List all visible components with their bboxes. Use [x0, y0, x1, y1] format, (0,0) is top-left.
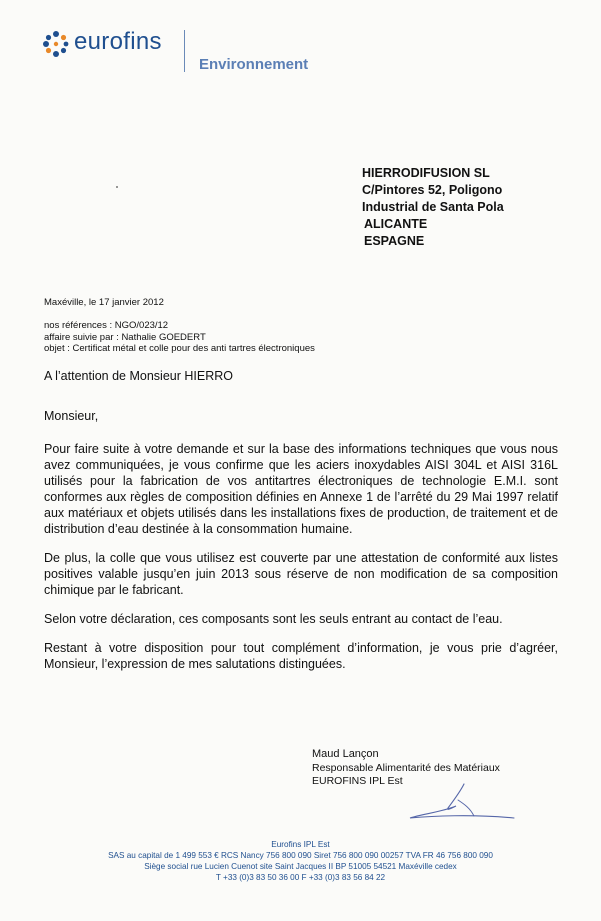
letter-date: Maxéville, le 17 janvier 2012: [44, 297, 164, 308]
recipient-city: ALICANTE: [364, 217, 428, 231]
footer-phone: T +33 (0)3 83 50 36 00 F +33 (0)3 83 56 84 22: [215, 873, 386, 882]
recipient-company: HIERRODIFUSION SL: [362, 166, 490, 180]
attention-line: A l’attention de Monsieur HIERRO: [44, 369, 233, 383]
recipient-country: ESPAGNE: [364, 234, 425, 248]
reference-number: nos références : NGO/023/12: [44, 320, 169, 331]
body-paragraph: De plus, la colle que vous utilisez est couverte par une attestation de conformité aux listes positives valable jusqu’en juin 2013 sous réserve de non modification de sa composition chimique par le fabricant.: [44, 551, 558, 597]
body-paragraph: Pour faire suite à votre demande et sur la base des informations techniques que vous nous avez communiquées, je vous confirme que les aciers inoxydables AISI 304L et AISI 316L utilisés pour la fabrication de vos antitartres électroniques de technologie E.M.I. sont conformes aux règles de composition définies en Annexe 1 de l’arrêté du 29 Mai 1997 relatif aux matériaux et objets utilisés dans les installations fixes de production, de traitement et de distribution d’eau destinée à la consommation humaine.: [44, 442, 558, 536]
letter-body: [44, 441, 558, 685]
logo-divider: [184, 30, 185, 72]
signatory-title: Responsable Alimentarité des Matériaux: [312, 761, 500, 774]
recipient-address: [362, 165, 504, 250]
brand-name: eurofins: [74, 28, 162, 55]
body-paragraph: Selon votre déclaration, ces composants sont les seuls entrant au contact de l’eau.: [44, 612, 503, 626]
signatory-company: EUROFINS IPL Est: [312, 775, 403, 787]
letter-references: [44, 320, 315, 355]
recipient-street: C/Pintores 52, Poligono: [362, 183, 503, 197]
salutation: Monsieur,: [44, 409, 99, 423]
footer-address: Siège social rue Lucien Cuenot site Saint Jacques II BP 51005 54521 Maxéville cedex: [144, 862, 457, 871]
letter-subject: objet : Certificat métal et colle pour des anti tartres électroniques: [44, 343, 315, 354]
eurofins-logo-mark-icon: [42, 30, 70, 58]
signatory-name: Maud Lançon: [312, 748, 379, 760]
recipient-area: Industrial de Santa Pola: [362, 200, 504, 214]
scan-speck: [116, 186, 118, 188]
body-paragraph: Restant à votre disposition pour tout complément d’information, je vous prie d’agréer, Monsieur, l’expression de mes salutations distinguées.: [44, 641, 558, 671]
company-footer: [0, 839, 601, 883]
footer-legal: SAS au capital de 1 499 553 € RCS Nancy 756 800 090 Siret 756 800 090 00257 TVA FR 46 756 800 090: [108, 851, 493, 860]
eurofins-logo: [42, 28, 322, 78]
footer-company: Eurofins IPL Est: [271, 840, 330, 849]
handwritten-signature: [402, 778, 522, 828]
followed-by: affaire suivie par : Nathalie GOEDERT: [44, 331, 206, 343]
division-name: Environnement: [199, 56, 309, 73]
